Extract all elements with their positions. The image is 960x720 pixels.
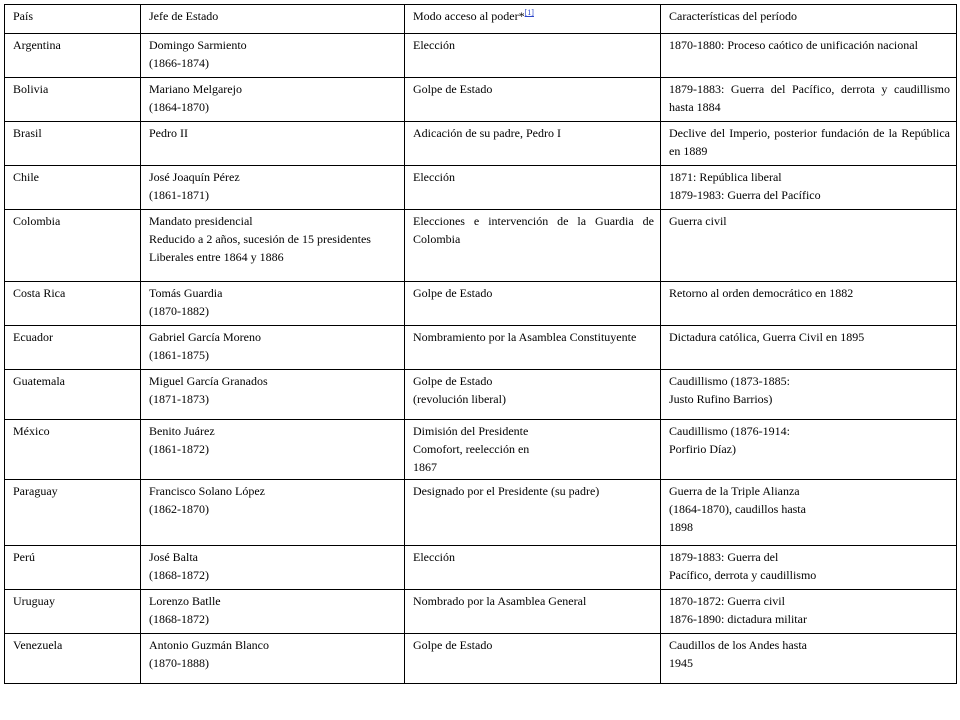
cell-line: (1861-1875) [149,348,209,362]
cell-jefe [141,210,405,282]
header-pais: País [5,5,141,34]
header-caracteristicas: Características del período [661,5,957,34]
table-row [5,634,957,684]
cell-line: 1879-1983: Guerra del Pacífico [669,188,821,202]
cell-line: Guerra de la Triple Alianza [669,484,800,498]
cell-carac [661,34,957,78]
cell-line: Porfirio Díaz) [669,442,736,456]
cell-line: Francisco Solano López [149,484,265,498]
cell-jefe [141,326,405,370]
cell-line: Nombramiento por la Asamblea Constituyente [413,330,637,344]
cell-line: Liberales entre 1864 y 1886 [149,250,284,264]
cell-line: Mandato presidencial [149,214,253,228]
cell-line: Caudillismo (1876-1914: [669,424,790,438]
cell-carac [661,634,957,684]
cell-pais: Paraguay [5,480,141,546]
cell-modo [405,122,661,166]
cell-line: Caudillismo (1873-1885: [669,374,790,388]
cell-carac [661,282,957,326]
cell-line: Miguel García Granados [149,374,268,388]
cell-jefe [141,282,405,326]
cell-pais: Bolivia [5,78,141,122]
cell-line: Tomás Guardia [149,286,223,300]
cell-line: 1876-1890: dictadura militar [669,612,807,626]
cell-carac [661,590,957,634]
cell-line: 1867 [413,460,437,474]
cell-line: Retorno al orden democrático en 1882 [669,286,854,300]
cell-modo [405,210,661,282]
cell-line: Elección [413,38,455,52]
cell-line: (1866-1874) [149,56,209,70]
cell-line: (1861-1871) [149,188,209,202]
cell-jefe [141,370,405,420]
cell-jefe [141,590,405,634]
cell-pais: México [5,420,141,480]
table-row [5,34,957,78]
cell-line: Elección [413,550,455,564]
cell-line: 1945 [669,656,693,670]
cell-pais: Costa Rica [5,282,141,326]
cell-line: Declive del Imperio, posterior fundación de la República en 1889 [669,126,950,158]
cell-carac [661,370,957,420]
cell-line: 1871: República liberal [669,170,782,184]
cell-jefe [141,546,405,590]
cell-carac [661,122,957,166]
cell-modo [405,326,661,370]
cell-line: Golpe de Estado [413,374,493,388]
cell-carac [661,326,957,370]
cell-line: Reducido a 2 años, sucesión de 15 presidentes [149,232,371,246]
cell-line: (revolución liberal) [413,392,506,406]
cell-modo [405,590,661,634]
cell-modo [405,370,661,420]
table-header [5,5,957,34]
cell-line: Elecciones e intervención de la Guardia de Colombia [413,214,654,246]
cell-line: 1898 [669,520,693,534]
cell-line: (1870-1888) [149,656,209,670]
cell-modo [405,480,661,546]
cell-line: (1864-1870) [149,100,209,114]
cell-line: (1868-1872) [149,612,209,626]
table-row [5,122,957,166]
cell-carac [661,78,957,122]
cell-line: (1870-1882) [149,304,209,318]
cell-line: Golpe de Estado [413,286,493,300]
cell-line: 1879-1883: Guerra del [669,550,779,564]
table-row [5,420,957,480]
cell-line: Domingo Sarmiento [149,38,247,52]
cell-line: 1879-1883: Guerra del Pacífico, derrota y caudillismo hasta 1884 [669,82,950,114]
cell-pais: Guatemala [5,370,141,420]
cell-line: Golpe de Estado [413,638,493,652]
cell-modo [405,34,661,78]
cell-jefe [141,166,405,210]
table-row [5,370,957,420]
table-row [5,210,957,282]
table-row [5,326,957,370]
cell-jefe [141,480,405,546]
cell-modo [405,166,661,210]
cell-carac [661,546,957,590]
cell-line: Benito Juárez [149,424,215,438]
cell-line: (1861-1872) [149,442,209,456]
cell-line: Mariano Melgarejo [149,82,242,96]
cell-pais: Colombia [5,210,141,282]
cell-line: Elección [413,170,455,184]
cell-line: Designado por el Presidente (su padre) [413,484,600,498]
table-row [5,546,957,590]
cell-modo [405,282,661,326]
cell-pais: Brasil [5,122,141,166]
cell-pais: Argentina [5,34,141,78]
cell-line: (1862-1870) [149,502,209,516]
cell-jefe [141,420,405,480]
cell-line: Lorenzo Batlle [149,594,221,608]
cell-line: Pedro II [149,126,188,140]
cell-modo [405,634,661,684]
cell-line: 1870-1872: Guerra civil [669,594,785,608]
header-modo-acceso [405,5,661,34]
cell-line: Comofort, reelección en [413,442,530,456]
cell-line: Pacífico, derrota y caudillismo [669,568,817,582]
cell-line: Dimisión del Presidente [413,424,529,438]
table-row [5,78,957,122]
cell-jefe [141,34,405,78]
cell-pais: Venezuela [5,634,141,684]
footnote-link[interactable]: [1] [524,8,534,17]
cell-pais: Chile [5,166,141,210]
cell-jefe [141,78,405,122]
cell-line: 1870-1880: Proceso caótico de unificación nacional [669,38,918,52]
cell-line: Guerra civil [669,214,727,228]
footnote-ref [525,8,534,17]
header-jefe-de-estado: Jefe de Estado [141,5,405,34]
cell-carac [661,210,957,282]
cell-line: Justo Rufino Barrios) [669,392,773,406]
cell-jefe [141,122,405,166]
header-modo-label: Modo acceso al poder* [413,9,525,23]
cell-line: Caudillos de los Andes hasta [669,638,807,652]
cell-line: Adicación de su padre, Pedro I [413,126,561,140]
cell-line: Dictadura católica, Guerra Civil en 1895 [669,330,865,344]
cell-line: José Joaquín Pérez [149,170,240,184]
cell-pais: Perú [5,546,141,590]
table-row [5,590,957,634]
cell-line: (1868-1872) [149,568,209,582]
cell-carac [661,420,957,480]
cell-line: Golpe de Estado [413,82,493,96]
cell-carac [661,480,957,546]
cell-carac [661,166,957,210]
cell-modo [405,420,661,480]
cell-line: Antonio Guzmán Blanco [149,638,269,652]
cell-jefe [141,634,405,684]
cell-line: Nombrado por la Asamblea General [413,594,587,608]
cell-line: (1864-1870), caudillos hasta [669,502,806,516]
table-row [5,166,957,210]
table-row [5,480,957,546]
header-row [5,5,957,34]
cell-modo [405,546,661,590]
cell-modo [405,78,661,122]
cell-line: José Balta [149,550,198,564]
table-body [5,34,957,684]
cell-pais: Uruguay [5,590,141,634]
cell-line: Gabriel García Moreno [149,330,261,344]
table-row [5,282,957,326]
cell-line: (1871-1873) [149,392,209,406]
heads-of-state-table [4,4,957,684]
cell-pais: Ecuador [5,326,141,370]
